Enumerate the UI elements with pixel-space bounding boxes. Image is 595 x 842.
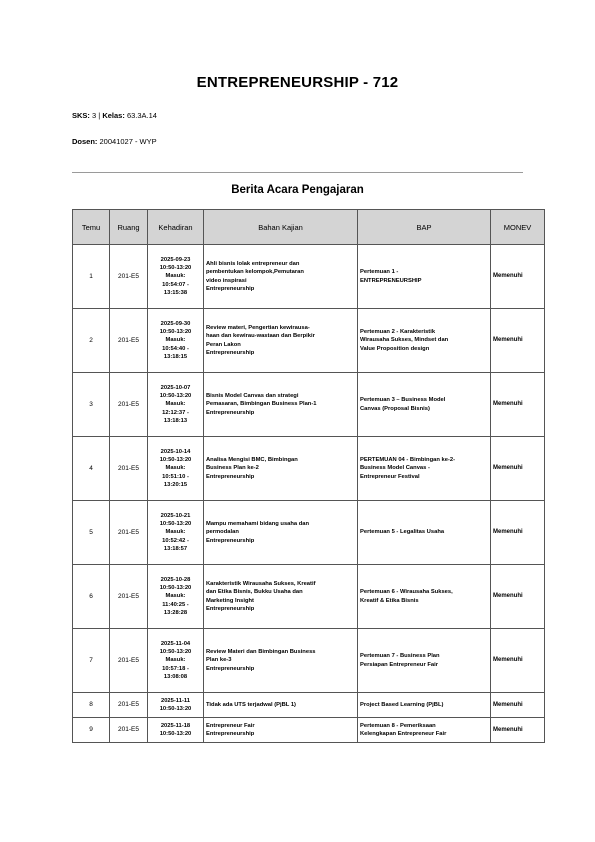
bahan-line: haan dan kewirau-wastaan dan Berpikir	[206, 333, 315, 340]
bap-line: PERTEMUAN 04 - Bimbingan ke-2-	[360, 456, 456, 463]
cell-bahan-kajian	[204, 373, 358, 437]
cell-monev: Memenuhi	[491, 629, 545, 693]
kehadiran-line: Masuk:	[165, 465, 186, 472]
kelas-label: Kelas:	[102, 111, 125, 120]
bap-line: Pertemuan 1 -	[360, 269, 399, 276]
table-row	[73, 693, 545, 718]
bahan-line: permodalan	[206, 529, 239, 536]
cell-kehadiran	[148, 629, 204, 693]
kehadiran-line: 2025-11-18	[160, 722, 191, 729]
cell-temu: 5	[73, 501, 110, 565]
cell-monev: Memenuhi	[491, 693, 545, 718]
bahan-line: Review Materi dan Bimbingan Business	[206, 648, 316, 655]
dosen-label: Dosen:	[72, 137, 98, 146]
kehadiran-line: 10:50-13:20	[159, 731, 192, 737]
bap-line: Canvas (Proposal Bisnis)	[360, 405, 430, 412]
kehadiran-line: 13:18:57	[163, 546, 188, 553]
kehadiran-line: Masuk:	[165, 273, 186, 280]
bahan-line: Entrepreneurship	[206, 537, 255, 544]
cell-kehadiran	[148, 437, 204, 501]
cell-ruang: 201-E5	[110, 693, 148, 718]
section-title: Berita Acara Pengajaran	[231, 184, 364, 196]
kehadiran-line: 10:54:40 -	[162, 345, 189, 352]
bap-line: Pertemuan 7 - Business Plan	[360, 653, 440, 660]
kehadiran-line: 12:12:37 -	[162, 409, 189, 416]
kehadiran-line: 10:51:10 -	[162, 473, 189, 480]
cell-monev: Memenuhi	[491, 718, 545, 743]
cell-temu: 6	[73, 565, 110, 629]
cell-kehadiran	[148, 565, 204, 629]
cell-bahan-kajian	[204, 565, 358, 629]
kehadiran-line: 13:18:13	[163, 418, 188, 425]
teaching-record-table	[72, 209, 545, 743]
kehadiran-line: 11:40:25 -	[162, 601, 189, 608]
cell-kehadiran	[148, 693, 204, 718]
kehadiran-line: 10:50-13:20	[159, 648, 192, 655]
cell-bahan-kajian	[204, 693, 358, 718]
table-row	[73, 629, 545, 693]
cell-ruang: 201-E5	[110, 373, 148, 437]
cell-monev: Memenuhi	[491, 309, 545, 373]
cell-temu: 1	[73, 245, 110, 309]
cell-temu: 7	[73, 629, 110, 693]
kehadiran-line: 10:50-13:20	[159, 456, 192, 463]
cell-bap	[358, 309, 491, 373]
cell-bap	[358, 718, 491, 743]
cell-ruang: 201-E5	[110, 718, 148, 743]
kehadiran-line: 10:57:18 -	[162, 665, 189, 672]
kehadiran-line: 2025-09-30	[160, 320, 191, 327]
kehadiran-line: Masuk:	[165, 593, 186, 600]
bap-line: Pertemuan 8 - Pemeriksaan	[360, 722, 436, 729]
cell-monev: Memenuhi	[491, 501, 545, 565]
course-meta-sks-kelas	[72, 111, 157, 120]
bap-line: ENTREPRENEURSHIP	[360, 277, 422, 284]
cell-ruang: 201-E5	[110, 309, 148, 373]
bahan-line: Karakteristik Wirausaha Sukses, Kreatif	[206, 580, 316, 587]
bap-line: Pertemuan 6 - Wirausaha Sukses,	[360, 589, 453, 596]
page-title: ENTREPRENEURSHIP - 712	[196, 74, 399, 91]
bap-line: Kreatif & Etika Bisnis	[360, 597, 419, 604]
cell-temu: 8	[73, 693, 110, 718]
bahan-line: Pemasaran, Bimbingan Business Plan-1	[206, 401, 317, 408]
bap-line: Value Proposition design	[360, 345, 430, 352]
kehadiran-line: 2025-09-23	[160, 256, 191, 263]
bap-line: Entrepreneur Festival	[360, 473, 420, 480]
bahan-line: Entrepreneurship	[206, 665, 255, 672]
bap-line: Project Based Learning (PjBL)	[360, 701, 444, 708]
cell-temu: 2	[73, 309, 110, 373]
bahan-line: Entrepreneurship	[206, 473, 255, 480]
bahan-line: dan Etika Bisnis, Bukku Usaha dan	[206, 589, 303, 596]
cell-bahan-kajian	[204, 245, 358, 309]
cell-kehadiran	[148, 501, 204, 565]
cell-bap	[358, 437, 491, 501]
cell-bahan-kajian	[204, 309, 358, 373]
cell-ruang: 201-E5	[110, 501, 148, 565]
kehadiran-line: 13:18:15	[163, 354, 188, 361]
cell-monev: Memenuhi	[491, 565, 545, 629]
cell-bap	[358, 629, 491, 693]
bap-line: Pertemuan 2 - Karakteristik	[360, 328, 436, 335]
table-header-row	[73, 210, 545, 245]
cell-ruang: 201-E5	[110, 565, 148, 629]
cell-temu: 4	[73, 437, 110, 501]
bahan-line: Entrepreneurship	[206, 285, 255, 292]
bahan-line: Peran Lakon	[206, 341, 241, 348]
kehadiran-line: 2025-10-28	[160, 576, 191, 583]
cell-monev: Memenuhi	[491, 245, 545, 309]
cell-bap	[358, 245, 491, 309]
bahan-line: Tidak ada UTS terjadwal (PjBL 1)	[206, 701, 296, 708]
kehadiran-line: 2025-11-04	[160, 640, 191, 647]
kehadiran-line: 10:50-13:20	[159, 328, 192, 335]
bahan-line: Bisnis Model Canvas dan strategi	[206, 392, 299, 399]
column-header-bap: BAP	[358, 210, 491, 245]
table-row	[73, 565, 545, 629]
cell-kehadiran	[148, 373, 204, 437]
sks-value: 3	[92, 111, 97, 120]
cell-kehadiran	[148, 718, 204, 743]
bahan-line: Entrepreneurship	[206, 409, 255, 416]
kehadiran-line: Masuk:	[165, 401, 186, 408]
cell-bahan-kajian	[204, 629, 358, 693]
bahan-line: Entrepreneurship	[206, 349, 255, 356]
kehadiran-line: 2025-10-21	[160, 512, 191, 519]
cell-bap	[358, 565, 491, 629]
column-header-kehadiran: Kehadiran	[148, 210, 204, 245]
cell-monev: Memenuhi	[491, 373, 545, 437]
kehadiran-line: 10:50-13:20	[159, 392, 192, 399]
cell-bahan-kajian	[204, 718, 358, 743]
bap-line: Business Model Canvas -	[360, 465, 430, 472]
bap-line: Pertemuan 5 - Legalitas Usaha	[360, 529, 445, 536]
kehadiran-line: 13:08:08	[163, 674, 188, 681]
kehadiran-line: Masuk:	[165, 529, 186, 536]
kehadiran-line: 2025-10-14	[160, 448, 191, 455]
bahan-line: Ahli bisnis lolak entrepreneur dan	[206, 260, 300, 267]
column-header-ruang: Ruang	[110, 210, 148, 245]
table-row	[73, 437, 545, 501]
kehadiran-line: Masuk:	[165, 657, 186, 664]
kehadiran-line: 13:28:28	[163, 610, 188, 617]
table-row	[73, 718, 545, 743]
column-header-bahan-kajian: Bahan Kajian	[204, 210, 358, 245]
cell-bap	[358, 373, 491, 437]
kehadiran-line: 13:20:15	[163, 482, 188, 489]
kehadiran-line: 10:50-13:20	[159, 264, 192, 271]
table-row	[73, 245, 545, 309]
kehadiran-line: 2025-11-11	[160, 697, 190, 704]
kehadiran-line: 10:52:42 -	[162, 537, 189, 544]
bahan-line: Plan ke-3	[206, 657, 232, 664]
kehadiran-line: 10:54:07 -	[162, 281, 189, 288]
cell-bap	[358, 501, 491, 565]
cell-ruang: 201-E5	[110, 629, 148, 693]
kelas-value: 63.3A.14	[126, 111, 157, 120]
bahan-line: Entrepreneur Fair	[206, 722, 255, 729]
bahan-line: Business Plan ke-2	[206, 465, 259, 472]
bahan-line: Review materi, Pengertian kewirausa-	[206, 324, 310, 331]
kehadiran-line: 10:50-13:20	[159, 520, 192, 527]
divider	[72, 172, 523, 173]
kehadiran-line: 13:15:38	[163, 290, 188, 297]
dosen-value: 20041027 - WYP	[99, 137, 157, 146]
bahan-line: video inspirasi	[206, 277, 247, 284]
kehadiran-line: 10:50-13:20	[159, 584, 192, 591]
column-header-monev: MONEV	[491, 210, 545, 245]
cell-bap	[358, 693, 491, 718]
cell-monev: Memenuhi	[491, 437, 545, 501]
course-meta-dosen	[72, 137, 157, 146]
cell-ruang: 201-E5	[110, 437, 148, 501]
bahan-line: Marketing Insight	[206, 597, 254, 604]
cell-temu: 3	[73, 373, 110, 437]
bahan-line: Entrepreneurship	[206, 605, 255, 612]
sks-label: SKS:	[72, 111, 90, 120]
bap-line: Kelengkapan Entrepreneur Fair	[360, 731, 447, 737]
cell-bahan-kajian	[204, 437, 358, 501]
cell-ruang: 201-E5	[110, 245, 148, 309]
kehadiran-line: 2025-10-07	[160, 384, 191, 391]
table-row	[73, 309, 545, 373]
cell-kehadiran	[148, 245, 204, 309]
kehadiran-line: Masuk:	[165, 337, 186, 344]
column-header-temu: Temu	[73, 210, 110, 245]
bap-line: Pertemuan 3 – Business Model	[360, 397, 446, 404]
bahan-line: Entrepreneurship	[206, 731, 255, 737]
table-row	[73, 373, 545, 437]
cell-temu: 9	[73, 718, 110, 743]
bap-line: Wirausaha Sukses, Mindset dan	[360, 337, 449, 344]
bahan-line: Mampu memahami bidang usaha dan	[206, 520, 310, 527]
table-row	[73, 501, 545, 565]
kehadiran-line: 10:50-13:20	[159, 706, 192, 712]
bap-line: Persiapan Entrepreneur Fair	[360, 661, 438, 668]
cell-bahan-kajian	[204, 501, 358, 565]
bahan-line: pembentukan kelompok,Pemutaran	[206, 269, 304, 276]
bahan-line: Analisa Mengisi BMC, Bimbingan	[206, 456, 298, 463]
meta-separator: |	[98, 111, 101, 120]
cell-kehadiran	[148, 309, 204, 373]
